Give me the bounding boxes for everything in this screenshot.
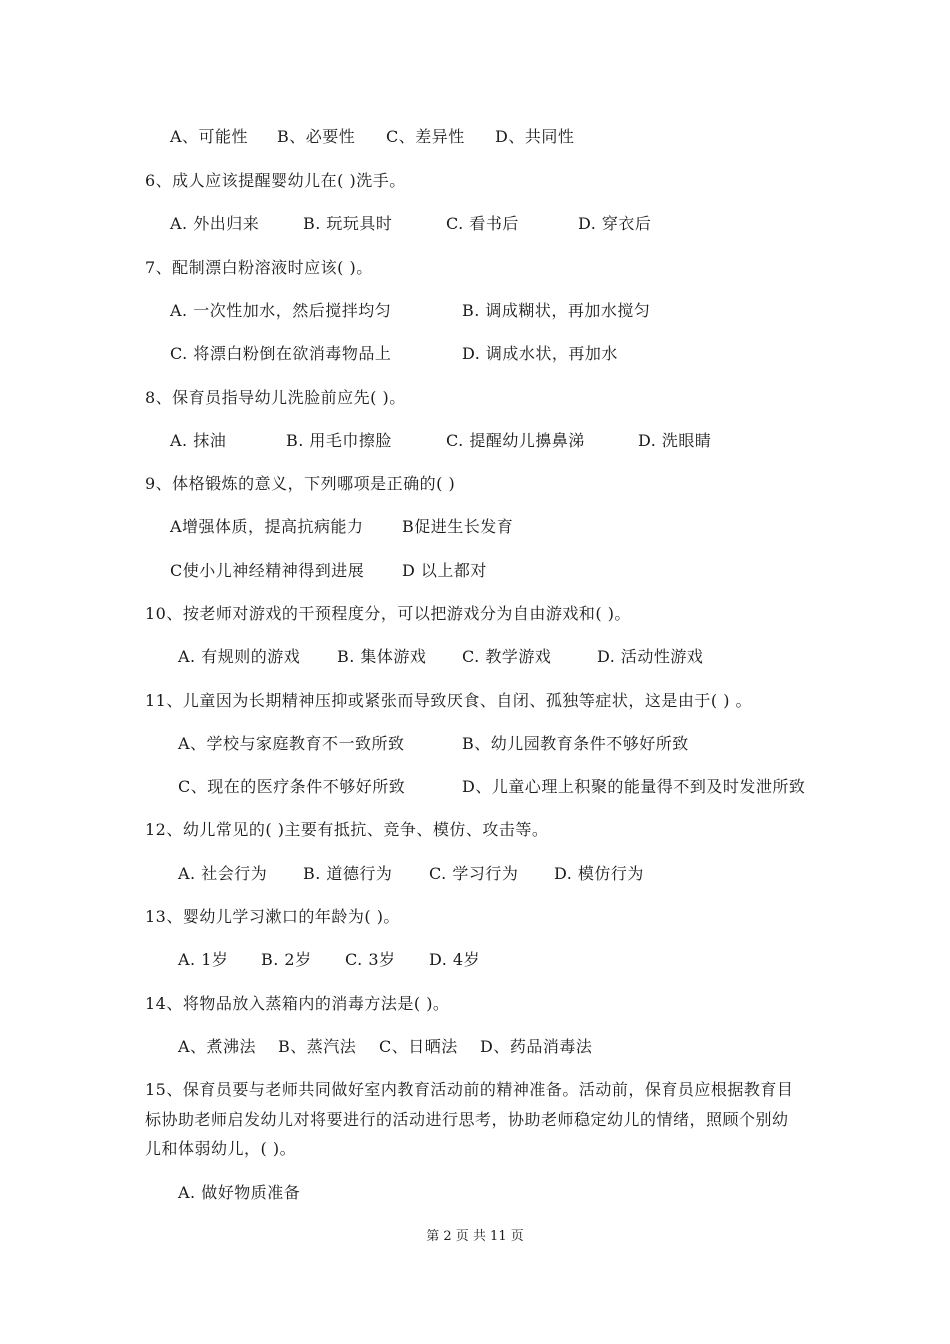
- q15-stem-line-3: 儿和体弱幼儿，( )。: [145, 1139, 297, 1158]
- q13-stem: 13、婴幼儿学习漱口的年龄为( )。: [145, 907, 400, 926]
- q5-option-b: B、必要性: [277, 127, 356, 146]
- q6-option-b: B. 玩玩具时: [303, 214, 393, 233]
- q11-stem: 11、儿童因为长期精神压抑或紧张而导致厌食、自闭、孤独等症状，这是由于( ) 。: [145, 691, 753, 710]
- q8-stem: 8、保育员指导幼儿洗脸前应先( )。: [145, 388, 406, 407]
- q7-option-b: B. 调成糊状，再加水搅匀: [462, 301, 651, 320]
- q6-option-c: C. 看书后: [446, 214, 519, 233]
- q11-option-c: C、现在的医疗条件不够好所致: [178, 777, 406, 796]
- q14-stem: 14、将物品放入蒸箱内的消毒方法是( )。: [145, 994, 450, 1013]
- q5-option-c: C、差异性: [386, 127, 465, 146]
- q8-option-b: B. 用毛巾擦脸: [286, 431, 392, 450]
- q13-option-c: C. 3岁: [345, 950, 396, 969]
- q7-stem: 7、配制漂白粉溶液时应该( )。: [145, 258, 373, 277]
- q14-option-c: C、日晒法: [379, 1037, 458, 1056]
- q9-option-b: B促进生长发育: [402, 517, 514, 536]
- q5-option-d: D、共同性: [495, 127, 575, 146]
- q12-option-a: A. 社会行为: [178, 864, 268, 883]
- q9-option-a: A增强体质，提高抗病能力: [170, 517, 364, 536]
- q5-option-a: A、可能性: [170, 127, 249, 146]
- q6-option-d: D. 穿衣后: [578, 214, 652, 233]
- q11-option-d: D、儿童心理上积聚的能量得不到及时发泄所致: [462, 777, 806, 796]
- q9-stem: 9、体格锻炼的意义，下列哪项是正确的( ): [145, 474, 456, 493]
- q10-option-a: A. 有规则的游戏: [178, 647, 301, 666]
- q9-option-c: C使小儿神经精神得到进展: [170, 561, 365, 580]
- q15-stem-line-2: 标协助老师启发幼儿对将要进行的活动进行思考，协助老师稳定幼儿的情绪，照顾个别幼: [145, 1110, 789, 1129]
- q13-option-b: B. 2岁: [261, 950, 312, 969]
- q14-option-b: B、蒸汽法: [278, 1037, 357, 1056]
- q10-option-c: C. 教学游戏: [462, 647, 552, 666]
- q13-option-a: A. 1岁: [178, 950, 229, 969]
- q11-option-b: B、幼儿园教育条件不够好所致: [462, 734, 689, 753]
- q7-option-a: A. 一次性加水，然后搅拌均匀: [170, 301, 392, 320]
- q8-option-d: D. 洗眼睛: [638, 431, 712, 450]
- q6-stem: 6、成人应该提醒婴幼儿在( )洗手。: [145, 171, 406, 190]
- q10-option-d: D. 活动性游戏: [597, 647, 704, 666]
- q12-stem: 12、幼儿常见的( )主要有抵抗、竞争、模仿、攻击等。: [145, 820, 549, 839]
- q14-option-d: D、药品消毒法: [480, 1037, 593, 1056]
- q14-option-a: A、煮沸法: [178, 1037, 257, 1056]
- q10-option-b: B. 集体游戏: [337, 647, 427, 666]
- q15-stem-line-1: 15、保育员要与老师共同做好室内教育活动前的精神准备。活动前，保育员应根据教育目: [145, 1080, 794, 1099]
- q8-option-c: C. 提醒幼儿擤鼻涕: [446, 431, 585, 450]
- q12-option-b: B. 道德行为: [303, 864, 393, 883]
- q6-option-a: A. 外出归来: [170, 214, 260, 233]
- q15-option-a: A. 做好物质准备: [178, 1183, 301, 1202]
- q7-option-d: D. 调成水状，再加水: [462, 344, 618, 363]
- q10-stem: 10、按老师对游戏的干预程度分，可以把游戏分为自由游戏和( )。: [145, 604, 631, 623]
- q9-option-d: D 以上都对: [402, 561, 487, 580]
- q8-option-a: A. 抹油: [170, 431, 227, 450]
- q13-option-d: D. 4岁: [429, 950, 481, 969]
- q11-option-a: A、学校与家庭教育不一致所致: [178, 734, 405, 753]
- page-number-footer: 第 2 页 共 11 页: [426, 1229, 524, 1244]
- q12-option-c: C. 学习行为: [429, 864, 519, 883]
- q7-option-c: C. 将漂白粉倒在欲消毒物品上: [170, 344, 392, 363]
- q12-option-d: D. 模仿行为: [554, 864, 644, 883]
